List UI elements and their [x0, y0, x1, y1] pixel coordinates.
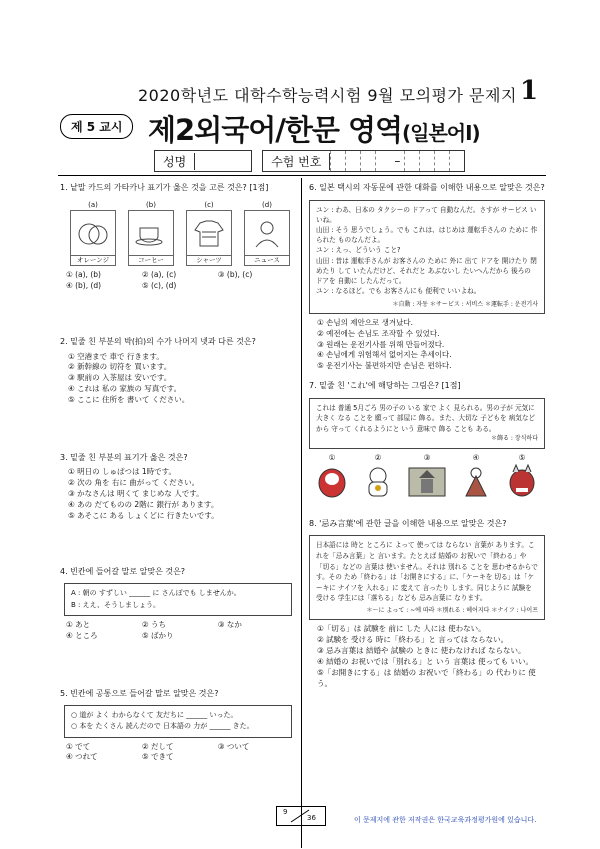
option[interactable]: ② 試験を 受ける 時に「終わる」と 言っては ならない。: [317, 635, 509, 645]
option[interactable]: ① 空港まで 車で 行きます。: [68, 351, 164, 361]
option[interactable]: ③ 원래는 운전기사를 위해 만들어졌다.: [317, 339, 445, 349]
q8-items: [317, 624, 545, 689]
vocab-note: ＊～に よって : ~에 따라 ＊別れる : 헤어지다 ＊ナイフ : 나이프: [366, 606, 538, 614]
pic-number: ④: [472, 453, 480, 463]
option[interactable]: ④ 結婚の お祝いでは「別れる」と いう 言葉は 使っても いい。: [317, 656, 534, 666]
dialog-line: ユン : えっ、どういう こと?: [316, 246, 401, 255]
id-cell[interactable]: [419, 151, 434, 171]
coffee-cup-icon: [128, 210, 174, 256]
hina-doll-icon: [459, 464, 493, 498]
id-dash: –: [394, 154, 401, 168]
id-cell[interactable]: [434, 151, 449, 171]
q5-options: [66, 742, 296, 764]
option[interactable]: ③ 駅前の 入茶屋は 安いです。: [68, 373, 172, 383]
id-cell[interactable]: [375, 151, 390, 171]
id-box[interactable]: [262, 150, 465, 172]
student-info: [154, 150, 465, 172]
card-tag: (d): [262, 200, 272, 209]
option[interactable]: ① 손님의 제안으로 생겨났다.: [317, 317, 413, 327]
q7-passage: これは 普通 5月ごろ 男の子の いる 家で よく 見られる。男の子が 元気に 大きく なる ことを 願って 部屋に 飾る。また、大切な 子どもを 病気などから 守って くれるようにと いう 意味で 飾る ことも ある。: [316, 403, 536, 433]
option[interactable]: ④ つれて: [66, 752, 98, 762]
id-cell[interactable]: [404, 151, 419, 171]
option[interactable]: ④ ところ: [66, 630, 98, 640]
option[interactable]: ① あと: [66, 619, 91, 629]
option[interactable]: ④ 손님에게 위험해서 없어지는 추세이다.: [317, 350, 452, 360]
left-column: [60, 182, 296, 763]
option[interactable]: ⑤「お開きにする」は 結婚の お祝いで「終わる」の 代わりに 使う。: [317, 667, 536, 688]
q3-items: [68, 467, 296, 521]
q2-items: [68, 352, 296, 406]
option[interactable]: ⑤ できて: [141, 752, 174, 762]
pic-number: ③: [423, 453, 431, 463]
pic-number: ②: [374, 453, 382, 463]
daruma-icon: [315, 464, 349, 498]
card-tag: (b): [146, 200, 156, 209]
dialog-line: 山田 : 昔は 運転手さんが お客さんの ために 外に 出て ドアを 開けたり 閉めたり して いたんだけど、それだと あぶないし たいへんだから 後ろの ドアを 自動に したんだって。: [316, 256, 537, 286]
dialog-line: B : ええ、そうしましょう。: [71, 600, 161, 609]
q7-passage-box: [309, 398, 545, 449]
q2-stem: 2. 밑줄 친 부분의 박(拍)의 수가 나머지 넷과 다른 것은?: [60, 336, 256, 346]
option[interactable]: ③ なか: [217, 619, 242, 629]
id-cell[interactable]: [360, 151, 375, 171]
vocab-note: ＊飾る : 장식하다: [490, 435, 538, 443]
vocab-note: ＊自動 : 자동 ＊サービス : 서비스 ＊運転手 : 운전기사: [392, 300, 538, 308]
card-tag: (c): [204, 200, 214, 209]
option[interactable]: ⑤ 운전기사는 불편하지만 손님은 편하다.: [317, 361, 452, 371]
right-column: [309, 182, 545, 690]
name-box[interactable]: [154, 150, 252, 172]
option[interactable]: ① (a), (b): [66, 270, 101, 280]
page-total: 36: [307, 814, 316, 822]
dialog-line: ユン : なるほど。でも お客さんにも 便利で いいよね。: [316, 287, 481, 296]
q3-stem: 3. 밑줄 친 부분의 표기가 옳은 것은?: [60, 452, 188, 462]
id-cell[interactable]: [345, 151, 360, 171]
session-badge: 제 5 교시: [60, 114, 133, 139]
option[interactable]: ⑤ ばかり: [141, 630, 174, 640]
option[interactable]: ⑤ ここに 住所を 書いて ください。: [68, 395, 190, 404]
page-current: 9: [283, 808, 288, 816]
option[interactable]: ② (a), (c): [141, 270, 177, 280]
q8-passage-box: [309, 535, 545, 620]
q5-line: ○ 本を たくさん 読んだので 日本語の 力が ______ きた。: [71, 722, 254, 731]
exam-title: 2020학년도 대학수학능력시험 9월 모의평가 문제지: [138, 86, 517, 105]
card-d: [244, 200, 290, 267]
subject-main: 제2외국어/한문 영역: [148, 113, 402, 147]
card-label: ニュース: [244, 256, 290, 266]
option[interactable]: ② 次の 角を 右に 曲がって ください。: [68, 478, 200, 488]
name-label: 성명: [155, 153, 195, 170]
q8-passage: 日本語には 時と ところに よって 使っては ならない 言葉が あります。これを「忌み言葉」と 言います。たとえば 結婚の お祝いで「終わる」や「切る」などの 言葉は 使いません。それは 別れる ことを 思わせるからです。その ため「終わる」は「お開きにする」に、「ケーキを 切る」は「ケーキに ナイフを 入れる」に 変えて 言ったり します。同じように 試験を 受ける 学生には「落ちる」なども 忌み言葉に なります。: [316, 541, 538, 603]
page-counter: [276, 806, 326, 826]
pic-number: ⑤: [518, 453, 526, 463]
id-cell[interactable]: [330, 151, 345, 171]
option[interactable]: ⑤ あそこに ある しょくどに 行きたいです。: [68, 510, 219, 520]
q5-box: [64, 705, 292, 737]
q5-stem: 5. 빈칸에 공통으로 들어갈 말로 알맞은 것은?: [60, 688, 219, 698]
card-tag: (a): [88, 200, 98, 209]
dialog-line: A : 朝の すずしい ______ に さんぽでも しませんか。: [71, 589, 241, 598]
q7-pic[interactable]: [459, 453, 493, 502]
q7-stem: 7. 밑줄 친 'これ'에 해당하는 그림은? [1점]: [309, 381, 461, 391]
q4-options: [66, 620, 296, 642]
q1-cards: [70, 200, 290, 267]
option[interactable]: ② だして: [141, 741, 174, 751]
q6-stem: 6. 일본 택시의 자동문에 관한 대화를 이해한 내용으로 알맞은 것은?: [309, 183, 545, 192]
column-divider: [301, 178, 302, 848]
option[interactable]: ④ これは 私の 家族の 写真です。: [68, 384, 182, 394]
q4-stem: 4. 빈칸에 들어갈 말로 알맞은 것은?: [60, 566, 186, 576]
q7-pictures: [309, 453, 545, 502]
option[interactable]: ⑤ (c), (d): [141, 281, 177, 291]
subject-title: [148, 108, 480, 149]
q7-pic[interactable]: [315, 453, 349, 502]
id-cell[interactable]: [449, 151, 464, 171]
option[interactable]: ③ 忌み言葉は 結婚や 試験の ときに 使わなければ ならない。: [317, 646, 526, 656]
subject-sub: (일본어Ⅰ): [401, 121, 480, 145]
card-label: コーヒー: [128, 256, 174, 266]
q1-options: [66, 270, 296, 292]
pic-number: ①: [328, 453, 336, 463]
option[interactable]: ② うち: [141, 619, 166, 629]
id-label: 수험 번호: [263, 153, 330, 170]
maneki-neko-icon: [361, 464, 395, 498]
oni-mask-icon: [505, 464, 539, 498]
option[interactable]: ② 예전에는 손님도 조작할 수 있었다.: [317, 328, 440, 338]
q7-pic[interactable]: [505, 453, 539, 502]
option[interactable]: ③ ついて: [217, 741, 250, 751]
news-anchor-icon: [244, 210, 290, 256]
page-slash: [277, 807, 325, 825]
dialog-line: 山田 : そう 思うでしょう。でも これは、はじめは 運転手さんの ために 作られた ものなんだよ。: [316, 226, 538, 245]
card-b: [128, 200, 174, 267]
option[interactable]: ①「切る」は 試験を 前に した 人には 使わない。: [317, 624, 486, 634]
q7-pic[interactable]: [361, 453, 395, 502]
option[interactable]: ③ かなさんは 明くて まじめな 人です。: [68, 489, 204, 499]
q6-items: [317, 318, 545, 372]
option[interactable]: ③ (b), (c): [217, 270, 253, 280]
q4-dialog: [64, 583, 292, 615]
samurai-armor-icon: [407, 464, 447, 498]
card-label: シャーツ: [186, 256, 232, 266]
page-marker: 1: [520, 76, 539, 106]
copyright-note: 이 문제지에 관한 저작권은 한국교육과정평가원에 있습니다.: [354, 816, 537, 824]
option[interactable]: ④ (b), (d): [66, 281, 102, 291]
q5-line: ○ 道が よく わからなくて 友だちに ______ いった。: [71, 711, 238, 720]
option[interactable]: ④ あの だてものの 2階に 銀行が あります。: [68, 500, 219, 510]
dialog-line: ユン : わあ、日本の タクシーの ドアって 自動なんだ。さすが サービス いいね。: [316, 205, 537, 224]
option[interactable]: ① でて: [66, 741, 91, 751]
header-rule: [58, 175, 546, 176]
q7-pic[interactable]: [407, 453, 447, 502]
card-a: [70, 200, 116, 267]
q6-dialog: [309, 200, 545, 314]
q1-stem: 1. 낱말 카드의 가타카나 표기가 옳은 것을 고른 것은? [1점]: [60, 183, 269, 192]
card-c: [186, 200, 232, 267]
shirt-icon: [186, 210, 232, 256]
option[interactable]: ① 明日の しゅぱつは 1時です。: [68, 467, 177, 477]
option[interactable]: ② 新幹線の 切符を 買います。: [68, 362, 172, 372]
q8-stem: 8. '忌み言葉'에 관한 글을 이해한 내용으로 알맞은 것은?: [309, 518, 507, 528]
card-label: オレーンジ: [70, 256, 116, 266]
orange-icon: [70, 210, 116, 256]
